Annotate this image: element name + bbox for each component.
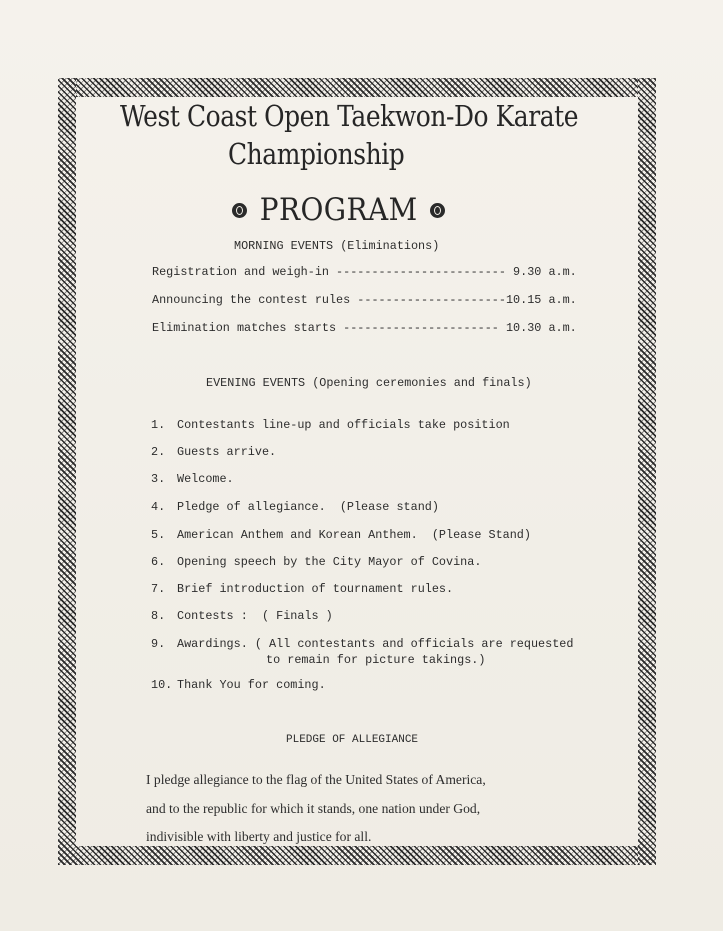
pledge-heading: PLEDGE OF ALLEGIANCE	[286, 734, 419, 746]
morning-item-registration: Registration and weigh-in ------------------------ 9.30 a.m.	[152, 265, 577, 279]
evening-item-number: 5.	[151, 528, 166, 542]
morning-item-rules: Announcing the contest rules ---------------------10.15 a.m.	[152, 293, 577, 307]
evening-item-number: 7.	[151, 582, 166, 596]
ornament-right-icon	[430, 203, 445, 218]
evening-events-heading: EVENING EVENTS (Opening ceremonies and finals)	[206, 376, 532, 390]
title-line-1: West Coast Open Taekwon-Do Karate	[120, 99, 579, 133]
program-heading-row	[232, 190, 445, 230]
evening-item-text: Contestants line-up and officials take position	[177, 418, 510, 432]
border-right	[638, 78, 656, 865]
evening-item-text: Pledge of allegiance. (Please stand)	[177, 500, 439, 514]
pledge-line: indivisible with liberty and justice for all.	[146, 829, 372, 844]
title-line-2: Championship	[228, 137, 405, 171]
evening-item-text: Brief introduction of tournament rules.	[177, 582, 454, 596]
evening-item-text: Contests : ( Finals )	[177, 609, 333, 623]
evening-item-number: 6.	[151, 555, 166, 569]
evening-item-text: Awardings. ( All contestants and officials are requested	[177, 637, 574, 651]
evening-item-text: Guests arrive.	[177, 445, 277, 459]
evening-item-number: 10.	[151, 678, 173, 692]
border-left	[58, 78, 76, 865]
evening-item-text: Opening speech by the City Mayor of Covina.	[177, 555, 482, 569]
evening-item-continuation-text: to remain for picture takings.)	[266, 653, 486, 667]
evening-item-number: 1.	[151, 418, 166, 432]
pledge-line: and to the republic for which it stands, one nation under God,	[146, 801, 481, 816]
ornament-left-icon	[232, 203, 247, 218]
evening-item-number: 2.	[151, 445, 166, 459]
evening-item-text: Welcome.	[177, 472, 234, 486]
border-top	[58, 78, 656, 97]
evening-item-text: Thank You for coming.	[177, 678, 326, 692]
border-bottom	[58, 846, 656, 865]
pledge-line: I pledge allegiance to the flag of the United States of America,	[146, 772, 486, 787]
morning-events-heading: MORNING EVENTS (Eliminations)	[234, 239, 440, 253]
evening-item-number: 3.	[151, 472, 166, 486]
evening-item-text: American Anthem and Korean Anthem. (Please Stand)	[177, 528, 531, 542]
evening-item-number: 8.	[151, 609, 166, 623]
evening-item-number: 9.	[151, 637, 166, 651]
evening-item-number: 4.	[151, 500, 166, 514]
morning-item-elimination: Elimination matches starts ---------------------- 10.30 a.m.	[152, 321, 577, 335]
program-heading: PROGRAM	[259, 192, 418, 228]
